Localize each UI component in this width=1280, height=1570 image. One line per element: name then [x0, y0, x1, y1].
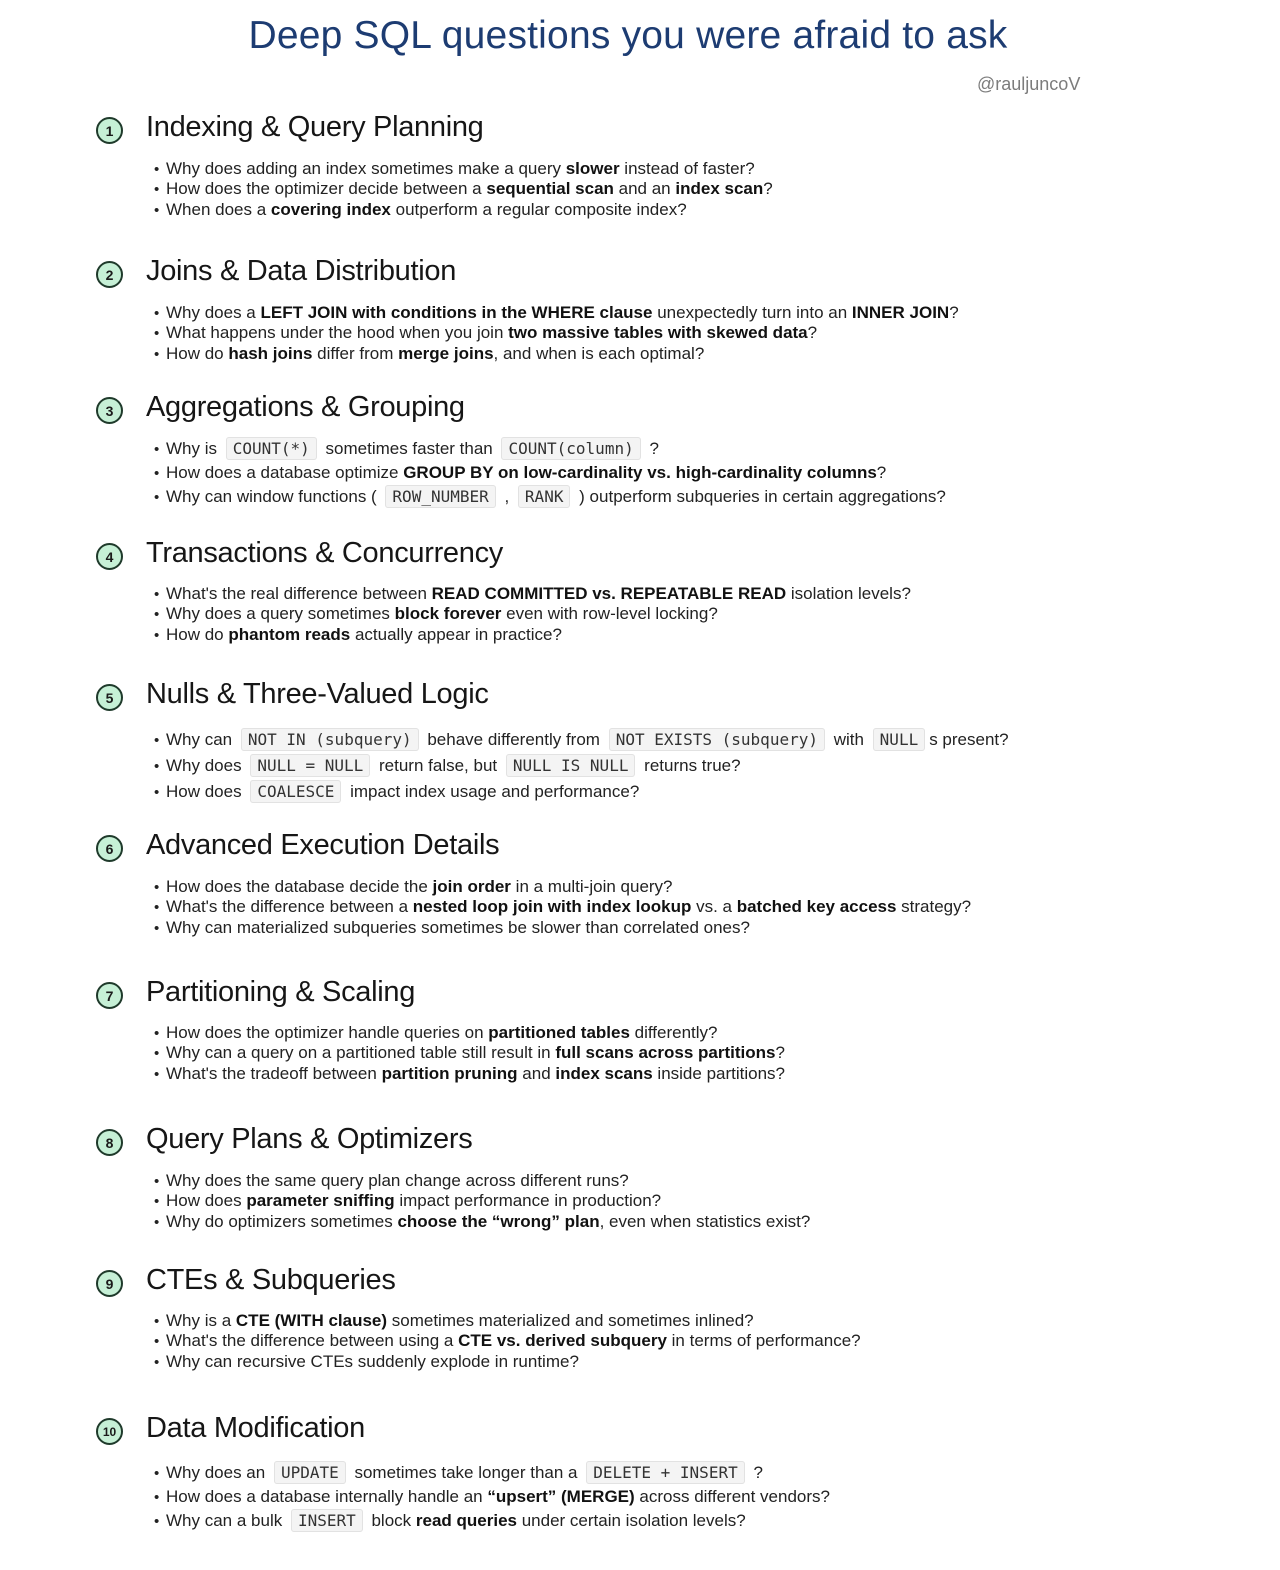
question-item — [154, 303, 959, 323]
section-number-badge: 4 — [96, 543, 123, 570]
question-text: Why do optimizers sometimes — [166, 1211, 398, 1231]
inline-code: ROW_NUMBER — [385, 485, 495, 508]
question-text: Why does a query sometimes — [166, 604, 395, 624]
question-text: Why is a — [166, 1311, 236, 1330]
question-item — [154, 1311, 861, 1331]
question-text: How do — [166, 624, 229, 644]
emphasis-text: choose the “wrong” plan — [397, 1211, 600, 1231]
question-item — [154, 1043, 785, 1063]
question-list — [154, 1311, 861, 1372]
question-text: Why can a bulk — [166, 1511, 287, 1530]
question-text: What happens under the hood when you join — [166, 323, 509, 343]
emphasis-text: GROUP BY on low-cardinality vs. high-cardinality columns — [403, 463, 877, 482]
question-text: ? — [763, 179, 773, 199]
question-text: inside partitions? — [652, 1063, 786, 1083]
section-number-badge: 3 — [96, 397, 123, 424]
emphasis-text: READ COMMITTED vs. REPEATABLE READ — [431, 584, 787, 603]
section-title: Partitioning & Scaling — [146, 976, 416, 1008]
question-text: instead of faster? — [619, 159, 755, 178]
question-item — [154, 918, 971, 938]
question-text: sometimes faster than — [320, 439, 498, 458]
question-text: differ from — [312, 343, 399, 363]
emphasis-text: nested loop join with index lookup — [412, 897, 692, 917]
question-item — [154, 200, 773, 220]
section-title: Nulls & Three-Valued Logic — [146, 678, 489, 710]
section-title: Transactions & Concurrency — [146, 537, 503, 569]
section-title: Aggregations & Grouping — [146, 391, 465, 423]
question-item — [154, 1509, 830, 1533]
inline-code: NULL = NULL — [250, 754, 370, 777]
emphasis-text: parameter sniffing — [246, 1191, 395, 1211]
question-item — [154, 1212, 810, 1232]
emphasis-text: CTE (WITH clause) — [235, 1311, 388, 1330]
emphasis-text: full scans across partitions — [555, 1043, 776, 1063]
question-text: What's the difference between using a — [166, 1331, 459, 1351]
question-text: Why does — [166, 756, 247, 775]
question-text: Why can materialized subqueries sometimes be slower than correlated ones? — [166, 917, 750, 937]
question-text: unexpectedly turn into an — [652, 303, 852, 322]
question-text: What's the tradeoff between — [166, 1063, 382, 1083]
emphasis-text: INNER JOIN — [851, 303, 950, 322]
question-text: with — [828, 730, 869, 749]
emphasis-text: read queries — [415, 1511, 517, 1530]
question-item — [154, 1064, 785, 1084]
question-text: How does the database decide the — [166, 877, 433, 896]
question-item — [154, 1485, 830, 1509]
question-text: What's the real difference between — [166, 584, 432, 603]
question-list — [154, 1171, 810, 1232]
question-text: impact index usage and performance? — [345, 782, 640, 801]
question-list — [154, 1023, 785, 1084]
section-number-badge: 5 — [96, 684, 123, 711]
question-text: , even when statistics exist? — [599, 1211, 811, 1231]
emphasis-text: slower — [565, 159, 620, 178]
question-text: outperform a regular composite index? — [390, 199, 687, 219]
emphasis-text: block forever — [394, 604, 502, 624]
question-text: ? — [876, 463, 887, 482]
question-text: Why can — [166, 730, 237, 749]
section-title: Advanced Execution Details — [146, 829, 500, 861]
question-item — [154, 584, 911, 604]
question-text: block — [366, 1511, 416, 1530]
author-handle: @rauljuncoV — [977, 74, 1081, 94]
question-text: How does — [166, 782, 247, 801]
question-list — [154, 727, 1009, 805]
question-text: sometimes materialized and sometimes inlined? — [387, 1311, 754, 1330]
question-text: actually appear in practice? — [350, 624, 562, 644]
emphasis-text: sequential scan — [486, 179, 614, 199]
question-item — [154, 1461, 830, 1485]
inline-code: NOT EXISTS (subquery) — [609, 728, 825, 751]
inline-code: INSERT — [291, 1509, 363, 1532]
section-title: Data Modification — [146, 1412, 365, 1444]
question-text: When does a — [166, 199, 271, 219]
question-text: Why does adding an index sometimes make a query — [166, 159, 566, 178]
question-item — [154, 897, 971, 917]
section-number-badge: 8 — [96, 1129, 123, 1156]
question-item — [154, 179, 773, 199]
emphasis-text: merge joins — [398, 343, 494, 363]
question-item — [154, 1171, 810, 1191]
section-number-badge: 6 — [96, 835, 123, 862]
question-item — [154, 461, 946, 485]
question-text: How does the optimizer decide between a — [166, 179, 487, 199]
question-text: , — [499, 487, 514, 506]
question-item — [154, 159, 773, 179]
question-item — [154, 727, 1009, 753]
question-text: and an — [613, 179, 676, 199]
section-title: Joins & Data Distribution — [146, 255, 457, 287]
question-list — [154, 584, 911, 645]
inline-code: NULL IS NULL — [506, 754, 636, 777]
inline-code: NULL — [873, 728, 926, 751]
emphasis-text: hash joins — [228, 343, 313, 363]
inline-code: COUNT(column) — [501, 437, 640, 460]
question-text: returns true? — [639, 756, 741, 775]
question-text: Why does an — [166, 1463, 270, 1482]
question-text: How does a database internally handle an — [166, 1487, 488, 1506]
inline-code: DELETE + INSERT — [586, 1461, 745, 1484]
question-item — [154, 323, 959, 343]
question-text: behave differently from — [422, 730, 605, 749]
question-list — [154, 877, 971, 938]
question-text: How do — [166, 343, 229, 363]
question-list — [154, 303, 959, 364]
emphasis-text: join order — [432, 877, 511, 896]
question-text: sometimes take longer than a — [349, 1463, 583, 1482]
emphasis-text: covering index — [270, 199, 391, 219]
question-item — [154, 1191, 810, 1211]
section-number-badge: 1 — [96, 117, 123, 144]
section-number-badge: 7 — [96, 982, 123, 1009]
question-text: Why does a — [166, 303, 261, 322]
question-text: What's the difference between a — [166, 897, 413, 917]
question-text: isolation levels? — [786, 584, 911, 603]
question-text: return false, but — [374, 756, 502, 775]
emphasis-text: index scan — [675, 179, 764, 199]
question-text: ? — [644, 439, 659, 458]
question-item — [154, 1331, 861, 1351]
question-text: ? — [949, 303, 959, 322]
question-text: vs. a — [691, 897, 737, 917]
question-item — [154, 753, 1009, 779]
question-text: in terms of performance? — [666, 1331, 861, 1351]
question-item — [154, 877, 971, 897]
inline-code: RANK — [518, 485, 571, 508]
question-text: s present? — [929, 730, 1009, 749]
emphasis-text: index scans — [555, 1063, 653, 1083]
inline-code: COUNT(*) — [226, 437, 317, 460]
emphasis-text: two massive tables with skewed data — [508, 323, 808, 343]
question-text: ? — [807, 323, 818, 343]
section-title: Indexing & Query Planning — [146, 111, 484, 143]
question-text: in a multi-join query? — [510, 877, 673, 896]
section-title: Query Plans & Optimizers — [146, 1123, 473, 1155]
inline-code: UPDATE — [274, 1461, 346, 1484]
question-text: strategy? — [896, 897, 972, 917]
question-text: How does the optimizer handle queries on — [166, 1023, 489, 1042]
section-number-badge: 10 — [96, 1418, 123, 1445]
question-text: Why does the same query plan change across different runs? — [166, 1171, 629, 1190]
inline-code: COALESCE — [250, 780, 341, 803]
question-text: differently? — [629, 1023, 718, 1042]
question-item — [154, 1023, 785, 1043]
question-item — [154, 1352, 861, 1372]
question-text: , and when is each optimal? — [493, 343, 705, 363]
page-title: Deep SQL questions you were afraid to ask — [248, 14, 1008, 57]
question-item — [154, 344, 959, 364]
question-item — [154, 604, 911, 624]
question-list — [154, 159, 773, 220]
question-item — [154, 625, 911, 645]
emphasis-text: batched key access — [736, 897, 897, 917]
question-text: even with row-level locking? — [501, 604, 718, 624]
question-list — [154, 437, 946, 509]
question-list — [154, 1461, 830, 1533]
emphasis-text: CTE vs. derived subquery — [458, 1331, 667, 1351]
question-text: Why can window functions ( — [166, 487, 382, 506]
emphasis-text: LEFT JOIN with conditions in the WHERE clause — [260, 303, 653, 322]
question-text: across different vendors? — [634, 1487, 830, 1506]
emphasis-text: partitioned tables — [488, 1023, 630, 1042]
question-text: impact performance in production? — [394, 1191, 662, 1211]
emphasis-text: “upsert” (MERGE) — [487, 1487, 635, 1506]
question-item — [154, 437, 946, 461]
question-text: under certain isolation levels? — [517, 1511, 746, 1530]
emphasis-text: partition pruning — [381, 1063, 518, 1083]
question-text: How does — [166, 1191, 247, 1211]
question-text: ? — [748, 1463, 763, 1482]
question-text: Why can recursive CTEs suddenly explode in runtime? — [166, 1351, 579, 1371]
question-text: Why is — [166, 439, 222, 458]
question-text: ? — [775, 1043, 785, 1063]
emphasis-text: phantom reads — [228, 624, 351, 644]
question-text: Why can a query on a partitioned table still result in — [166, 1043, 556, 1063]
inline-code: NOT IN (subquery) — [241, 728, 419, 751]
question-text: and — [517, 1063, 556, 1083]
section-number-badge: 9 — [96, 1270, 123, 1297]
question-item — [154, 485, 946, 509]
question-item — [154, 779, 1009, 805]
section-title: CTEs & Subqueries — [146, 1264, 396, 1296]
question-text: ) outperform subqueries in certain aggregations? — [574, 487, 946, 506]
question-text: How does a database optimize — [166, 463, 404, 482]
section-number-badge: 2 — [96, 261, 123, 288]
